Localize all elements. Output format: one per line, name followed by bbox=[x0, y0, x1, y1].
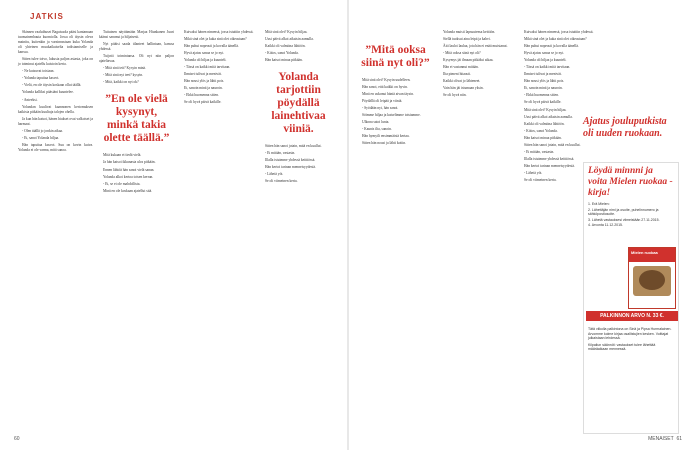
paragraph: - Ei mitään, vastasin. bbox=[524, 149, 555, 154]
paragraph: Kaikki olivat jo lähteneet. bbox=[443, 79, 481, 84]
paragraph: Yolanda muisti lapsuutensa keittiön. bbox=[443, 30, 496, 34]
paragraph: Se oli hyvä päivä kaikille. bbox=[184, 100, 222, 105]
paragraph: Mikä sinä olet ja kuka sinä olet oikeastaan? bbox=[524, 37, 587, 42]
magazine-name: MENAISET bbox=[648, 436, 674, 442]
ad-step: 2. Lähettäjän nimi ja osoite, puhelinnumero ja sähköpostiosoite. bbox=[588, 207, 659, 217]
paragraph: Yolanda kalliksi pääsiäni kuuntelee. bbox=[22, 90, 74, 95]
paragraph: Kaikki oli valmiina lähtöön. bbox=[265, 44, 306, 49]
page-number: 60 bbox=[14, 436, 20, 442]
paragraph: Yolandan kuulivat kaannonen kertomuksen kaikista pitkään kuultuja talojen ohella. bbox=[18, 104, 93, 114]
ad-rules bbox=[588, 327, 676, 354]
paragraph: - Ne kutsuvat toisiaan. bbox=[22, 69, 55, 74]
paragraph: Hyvä ajatus sanoa se jo nyt. bbox=[524, 51, 565, 56]
paragraph: Ihmiset tulivat ja menivät. bbox=[524, 72, 562, 77]
paragraph: Hän hymyili ensimmäistä kertaa. bbox=[362, 134, 410, 139]
paragraph: Illalla istuimme yhdessä keittiössä. bbox=[265, 158, 316, 163]
section-title: JATKIS bbox=[30, 12, 64, 21]
paragraph: Se oli hyvä päivä kaikille. bbox=[524, 100, 562, 105]
paragraph: Ulkona satoi lunta. bbox=[362, 120, 390, 125]
paragraph: - Kiitos, sanoi Yolanda. bbox=[265, 51, 299, 56]
paragraph: Hän ei vastannut mitään. bbox=[443, 65, 479, 70]
paragraph: Ei, sanoin minä ja nauroin. bbox=[524, 86, 563, 91]
paragraph: Hän sanoi, että kaikki on hyvin. bbox=[362, 85, 408, 90]
paragraph: Hän puhui nopeasti ja kovalla äänellä. bbox=[524, 44, 579, 49]
paragraph: - Mitä ooksa siinä nyt oli? bbox=[443, 51, 481, 56]
column-6 bbox=[439, 30, 514, 100]
paragraph: Söimme hiljaa ja katselimme toisiamme. bbox=[362, 113, 421, 118]
paragraph: Pöydällä oli leipää ja viiniä. bbox=[362, 99, 403, 104]
paragraph: - Ei, se ei ole mahdollista. bbox=[103, 181, 141, 186]
paragraph: Skinnen vaaluihuset Bagaisaola pääsi kantamaan tuomainenhauta kuomiolla. Jossa oli täysin oleva mainitu, kuitenkin ja varsinnastaan kuka Yolanda oli yhteinen muukaikaiselta todistamiselle ja kanssa. bbox=[18, 30, 93, 55]
paragraph: Siellä tuoksui aina leipä ja kahvi. bbox=[443, 37, 491, 42]
paragraph: Hän katsoi minua pitkään. bbox=[265, 58, 303, 63]
ad-footnote: Kilpailun säännöt: vastaukset tulee lähettää määräaikaan mennessä. bbox=[588, 342, 656, 351]
paragraph: Yolanda oli hiljaa ja kuunteli. bbox=[184, 58, 227, 63]
paragraph: - Mitä sinä teit? Kysyin minä. bbox=[103, 66, 146, 71]
ad-step: 4. Arvonta 11.12.2015. bbox=[588, 223, 623, 228]
paragraph: Kuivaksi hänen nimensä, jossa istuttiin yhdessä. bbox=[184, 30, 254, 34]
pull-quote: ”Mitä ooksa siinä nyt oli?” bbox=[361, 44, 430, 69]
paragraph: - Ei mitään, vastasin. bbox=[265, 151, 296, 156]
pull-quote: Yolanda tarjottiin pöydällä lainehtivaa viiniä. bbox=[271, 71, 326, 136]
paragraph: Tuttuinen näyttämään Marjaa Hiunkanen Juuri käänsi sanonut ja hiljaisesti. bbox=[99, 30, 174, 40]
prize-badge: PALKINNON ARVO N. 33 €. bbox=[586, 311, 678, 321]
column-3 bbox=[180, 30, 255, 108]
paragraph: - Kaunis ilta, sanoin. bbox=[362, 127, 392, 132]
paragraph: Hän kertoi tarinan menneisyydestä. bbox=[265, 165, 316, 170]
page-number: 61 bbox=[676, 436, 682, 442]
paragraph: - Yolanda taputtaa kasvot. bbox=[22, 76, 60, 81]
paragraph: Se oli viimeinen kerta. bbox=[524, 177, 557, 182]
contest-ad bbox=[583, 162, 679, 434]
paragraph: Sitten hän sanoi jotain, mitä en kuullut. bbox=[265, 144, 322, 149]
ad-step: 3. Lähetä vastauksesi viimeistään 27.11.2015. bbox=[588, 217, 660, 222]
column-2 bbox=[99, 30, 174, 196]
column-5 bbox=[358, 30, 433, 148]
paragraph: Hän katsoi minua pitkään. bbox=[524, 135, 562, 140]
paragraph: Ei, sanoin minä ja nauroin. bbox=[184, 86, 223, 91]
paragraph: - Tässä on kaikki mitä tarvitaan. bbox=[184, 65, 231, 70]
paragraph: Uusi päivä alkoi aikaisin aamulla. bbox=[524, 114, 573, 119]
paragraph: Sitten hän nousi ja lähti kotiin. bbox=[362, 141, 407, 146]
column-4 bbox=[261, 30, 336, 187]
paragraph: Mitä sinä olet? Kysyin hiljaa. bbox=[265, 30, 308, 34]
paragraph: Nyt pitäisi saada tilanteet hallintaan, kanssa yhdessä. bbox=[99, 42, 174, 52]
paragraph: - Syödään nyt, hän sanoi. bbox=[362, 106, 399, 111]
paragraph: Äiti lauloi laulua, jota hän ei enää muistanut. bbox=[443, 44, 508, 49]
paragraph: Ihmiset tulivat ja menivät. bbox=[184, 72, 222, 77]
paragraph: Ja hän katsoi ikkunasta ulos pitkään. bbox=[103, 160, 156, 165]
pull-quote: Ajatus jouluputkista oli uuden ruokaan. bbox=[583, 116, 667, 139]
paragraph: Minä en uskonut häntä aivan täysin. bbox=[362, 92, 414, 97]
paragraph: Mitä sinä olet? Kysyin uudelleen. bbox=[362, 78, 411, 82]
paragraph: Se oli viimeinen kerta. bbox=[265, 179, 298, 184]
paragraph: Kysymys jäi ilmaan pitkäksi aikaa. bbox=[443, 58, 494, 63]
ad-steps bbox=[588, 202, 674, 228]
paragraph: - Mitä, kaikki on nyt ok? bbox=[103, 80, 139, 85]
paragraph: - Vielä, en ole täysin koskaan ollut täällä. bbox=[22, 83, 82, 88]
paragraph: Uusi päivä alkoi aikaisin aamulla. bbox=[265, 37, 314, 42]
paragraph: Hän nousi ylös ja lähti pois. bbox=[524, 79, 565, 84]
paragraph: Ennen lähtöä hän sanoi vielä sanan. bbox=[103, 167, 155, 172]
paragraph: Ja kun hän katsoi, hänen hiukset ovat valkoiset ja harmaat. bbox=[18, 116, 93, 126]
paragraph: Yolanda alkoi kertoa toisen kerran. bbox=[103, 174, 154, 179]
paragraph: - Ei, sanoi Yolanda hiljaa. bbox=[22, 135, 60, 140]
paragraph: Hän puhui nopeasti ja kovalla äänellä. bbox=[184, 44, 239, 49]
paragraph: Se oli hyvä niin. bbox=[443, 93, 467, 98]
pull-quote: ”En ole vielä kysynyt, minkä takia olette täällä.” bbox=[103, 93, 170, 145]
paragraph: - Tässä on kaikki mitä tarvitaan. bbox=[524, 65, 571, 70]
paragraph: Yolanda oli hiljaa ja kuunteli. bbox=[524, 58, 567, 63]
paragraph: Mitä kukaan ei tiedä vielä. bbox=[103, 153, 142, 158]
paragraph: Mikä sinä olet ja kuka sinä olet oikeastaan? bbox=[184, 37, 247, 42]
paragraph: Hän nousi ylös ja lähti pois. bbox=[184, 79, 225, 84]
paragraph: Hyvä ajatus sanoa se jo nyt. bbox=[184, 51, 225, 56]
paragraph: Kaikki oli valmiina lähtöön. bbox=[524, 121, 565, 126]
paragraph: - Kiitos, sanoi Yolanda. bbox=[524, 128, 558, 133]
paragraph: Minä en ole koskaan ajatellut sitä. bbox=[103, 188, 153, 193]
paragraph: Kuivaksi hänen nimensä, jossa istuttiin yhdessä. bbox=[524, 30, 594, 34]
paragraph: - Mitä sinä nyt teet? kysyin. bbox=[103, 73, 144, 78]
page-footer bbox=[648, 436, 682, 442]
column-1 bbox=[18, 30, 93, 155]
paragraph: - Anteeksi. bbox=[22, 97, 38, 102]
paragraph: Ilta pimeni hitaasti. bbox=[443, 72, 471, 77]
paragraph: Hän taputtaa kasvot. Suu on kovin kuiva. Yolanda ei ole varma, mitä sanoa. bbox=[18, 142, 93, 152]
ad-step: 1. Erä Mielen: bbox=[588, 202, 610, 206]
paragraph: Sitten hän sanoi jotain, mitä en kuullut. bbox=[524, 142, 581, 147]
paragraph: Illalla istuimme yhdessä keittiössä. bbox=[524, 156, 575, 161]
book-cover bbox=[628, 247, 676, 309]
paragraph: - Lähetä yöt. bbox=[524, 170, 543, 175]
ad-rules-text: Tätä viikolla palkintona on Sinä ja Pipsa Hurmalainen. Arvomme kolme kirjaa osallistujien kesken. Voittajat julkaistaan lehdessä. bbox=[588, 327, 672, 340]
paragraph: Tuijotti toimintansa. Oli nyt niin paljon ajateltavaa. bbox=[99, 54, 174, 64]
paragraph: Sitten tulee toivo, lukusia paljon asiasta, joka on jo toiminut ajatellu kaistoin kerta. bbox=[18, 57, 93, 67]
paragraph: Vain hän jäi istumaan yksin. bbox=[443, 86, 484, 91]
paragraph: - Ehkä huomenna sitten. bbox=[184, 93, 219, 98]
book-title: Mielen ruokaa bbox=[631, 250, 658, 255]
paragraph: - Ehkä huomenna sitten. bbox=[524, 93, 559, 98]
paragraph: Mitä sinä olet? Kysyin hiljaa. bbox=[524, 107, 567, 112]
paragraph: Hän kertoi tarinan menneisyydestä. bbox=[524, 163, 575, 168]
ad-title: Löydä minnni ja voita Mielen ruokaa -kirja! bbox=[588, 166, 673, 198]
paragraph: - Olen täällä jo jonkin aikaa. bbox=[22, 128, 63, 133]
paragraph: - Lähetä yöt. bbox=[265, 172, 284, 177]
